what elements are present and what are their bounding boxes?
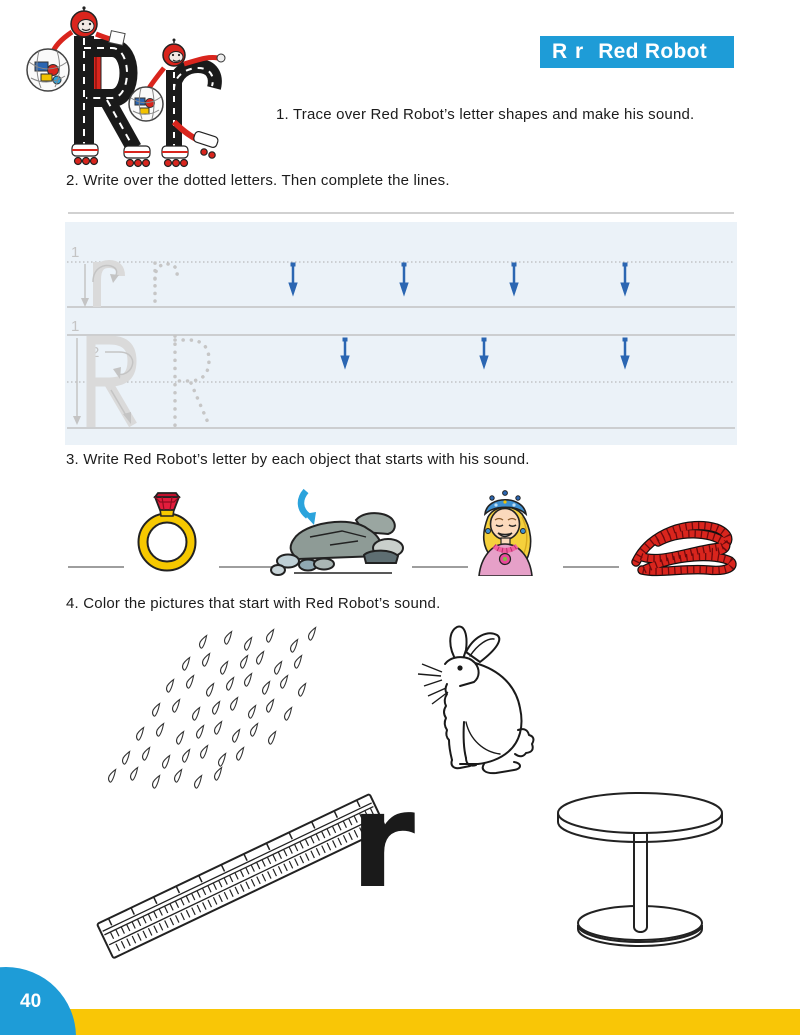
lesson-letters: R r	[552, 40, 585, 63]
letter-r-image	[348, 798, 423, 898]
table-image	[540, 785, 740, 955]
instruction-2: 2. Write over the dotted letters. Then complete the lines.	[66, 172, 450, 189]
big-letter-r: r	[350, 798, 416, 898]
page-number: 40	[20, 991, 42, 1012]
rain-image	[95, 625, 330, 793]
footer-bar	[0, 1009, 800, 1035]
raindrops	[109, 628, 316, 789]
roller-skates	[72, 131, 219, 167]
road-letter-R	[84, 36, 134, 148]
lesson-header-banner	[540, 36, 734, 68]
lesson-title: Red Robot	[598, 40, 708, 63]
stroke-number-label: 1	[71, 318, 80, 335]
rabbit-image	[400, 622, 565, 780]
red-robot-small	[148, 39, 225, 141]
ring-gem	[155, 493, 179, 510]
queen-image	[468, 483, 543, 576]
instruction-3: 3. Write Red Robot’s letter by each object that starts with his sound.	[66, 451, 530, 468]
stroke-number-label: 2	[91, 344, 100, 361]
pointer-arrow-icon	[301, 491, 316, 525]
instruction-4: 4. Color the pictures that start with Red Robot’s sound.	[66, 595, 441, 612]
instruction-1: 1. Trace over Red Robot’s letter shapes and make his sound.	[276, 106, 695, 123]
stroke-number-label: 1	[71, 244, 80, 261]
handwriting-practice-box	[65, 210, 737, 446]
toy-sack-small	[129, 87, 163, 121]
ring-image	[133, 490, 201, 572]
robot-letters-illustration	[22, 6, 242, 168]
rocks-image	[270, 485, 405, 580]
toy-sack-large	[27, 49, 69, 91]
rope-image	[628, 514, 740, 578]
